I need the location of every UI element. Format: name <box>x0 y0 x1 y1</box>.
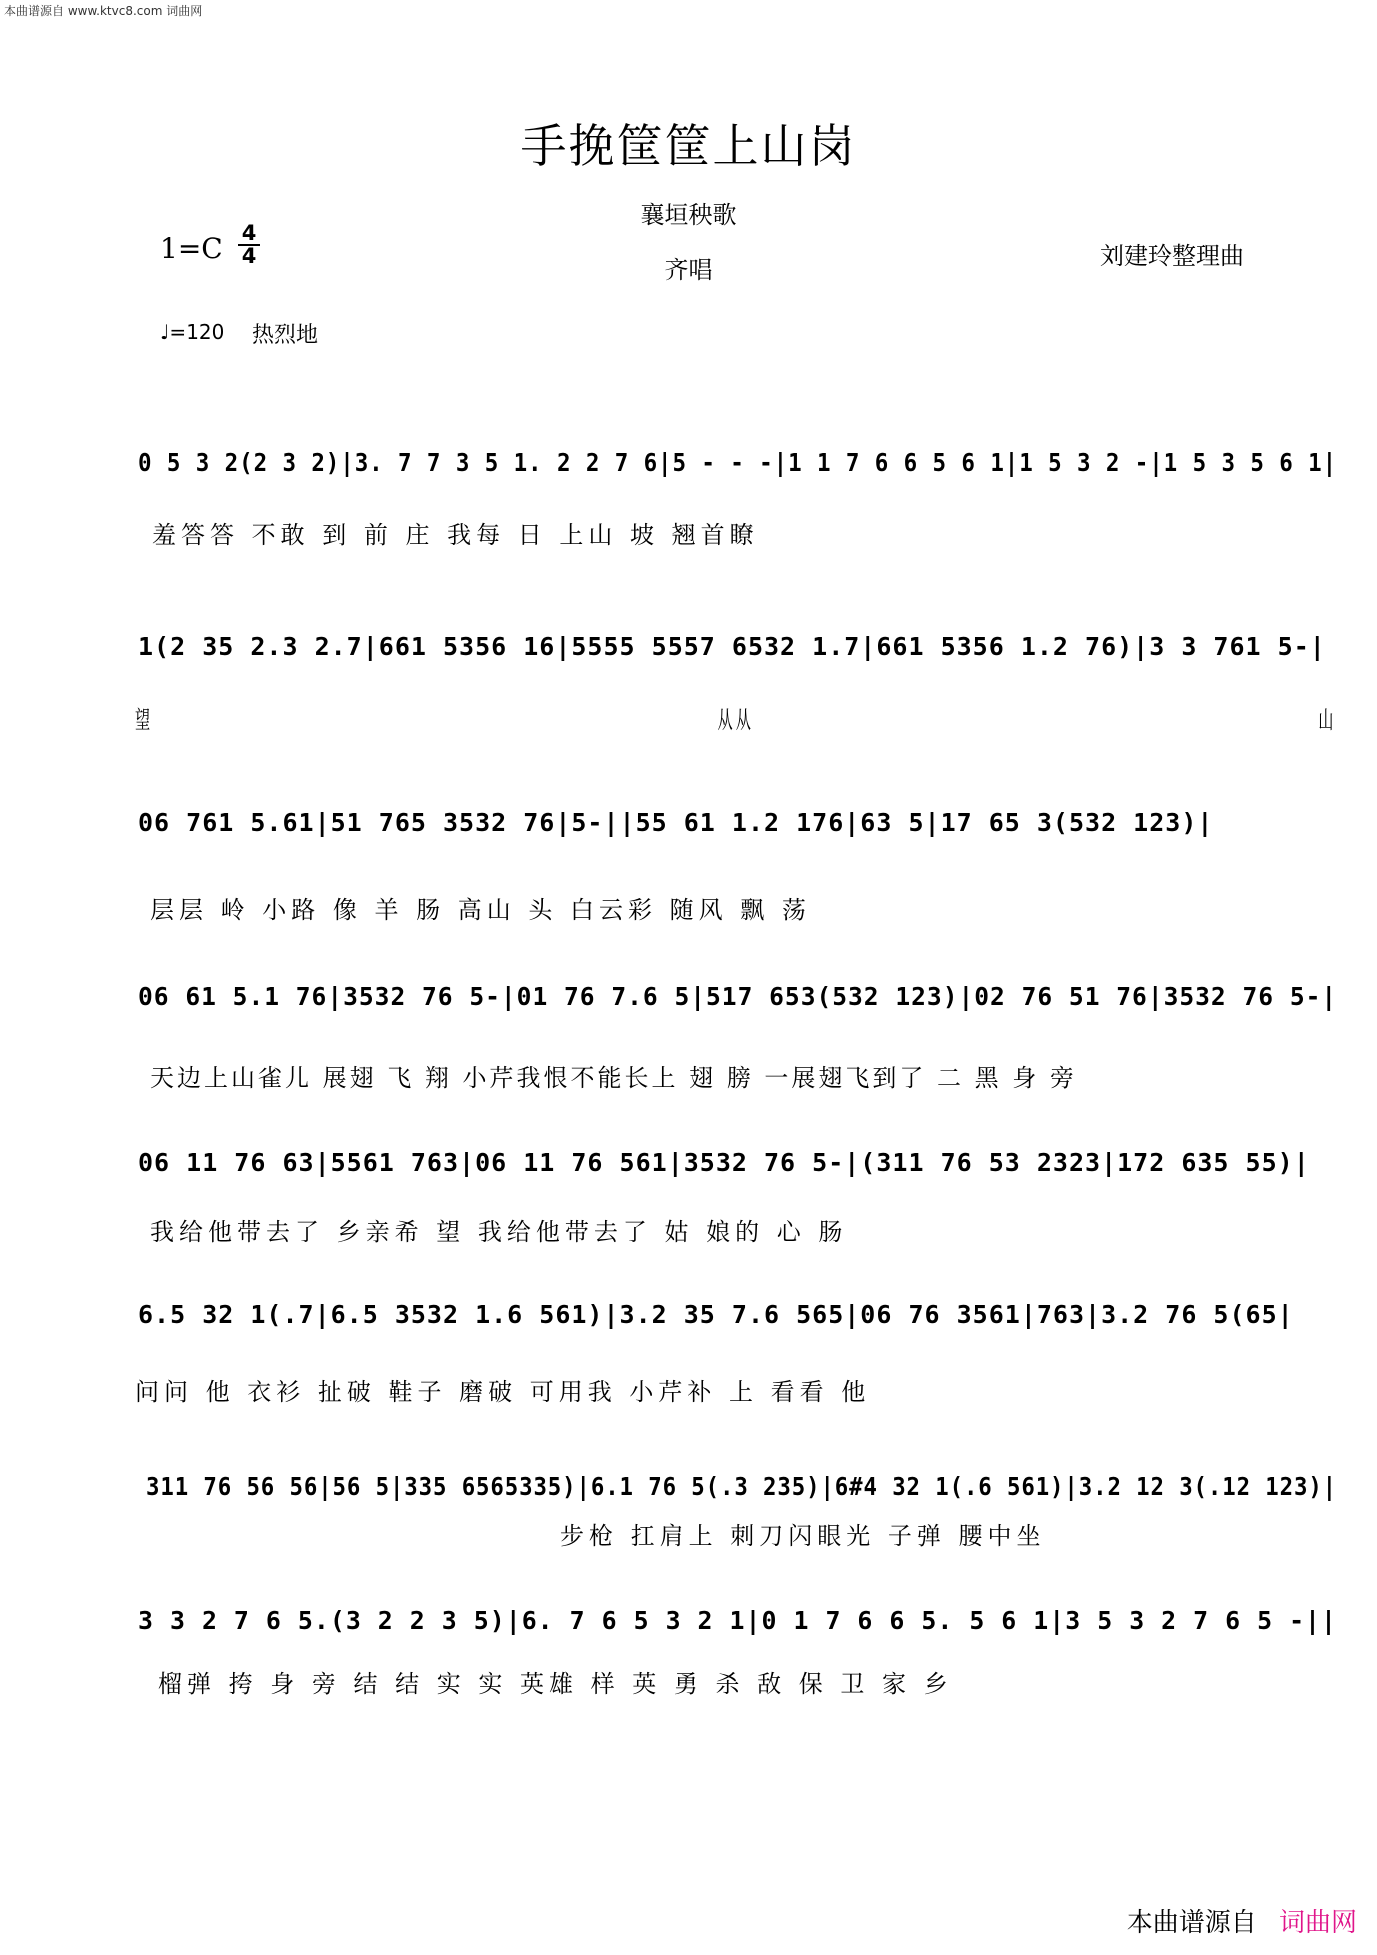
lyrics-line-1: 羞答答 不敢 到 前 庄 我每 日 上山 坡 翘首瞭 <box>152 521 759 549</box>
notes-line-3: 06 761 5.61|51 765 3532 76|5-||55 61 1.2 176|63 5|17 65 3(532 123)| <box>138 808 1214 837</box>
watermark-source: 本曲谱源自 <box>1126 1908 1257 1938</box>
time-signature-top: 4 <box>241 221 257 245</box>
tempo-marking: ♩=120 <box>160 320 225 344</box>
notes-line-5: 06 11 76 63|5561 763|06 11 76 561|3532 76 5-|(311 76 53 2323|172 635 55)| <box>138 1148 1310 1177</box>
lyrics-line-5: 我给他带去了 乡亲希 望 我给他带去了 姑 娘的 心 肠 <box>150 1218 848 1246</box>
song-subtitle: 襄垣秧歌 <box>640 201 737 229</box>
notes-line-1: 0 5 3 2(2 3 2)|3. 7 7 3 5 1. 2 2 7 6|5 - - -|1 1 7 6 6 5 6 1|1 5 3 2 -|1 5 3 5 6 1| <box>138 448 1338 477</box>
time-signature <box>238 221 260 268</box>
time-signature-bottom: 4 <box>241 244 257 268</box>
lyrics-line-8: 榴弹 挎 身 旁 结 结 实 实 英雄 样 英 勇 杀 敌 保 卫 家 乡 <box>158 1670 953 1698</box>
key-signature: 1=C <box>160 232 223 265</box>
lyrics-line-2: 望 从从 山 <box>135 706 1337 734</box>
performance-style: 齐唱 <box>664 256 713 284</box>
notes-line-7: 311 76 56 56|56 5|335 6565335)|6.1 76 5(.3 235)|6#4 32 1(.6 561)|3.2 12 3(.12 123)| <box>146 1472 1338 1501</box>
lyrics-line-4: 天边上山雀儿 展翅 飞 翔 小芹我恨不能长上 翅 膀 一展翅飞到了 二 黑 身 旁 <box>150 1064 1077 1092</box>
lyrics-line-3: 层层 岭 小路 像 羊 肠 高山 头 白云彩 随风 飘 荡 <box>150 896 811 924</box>
watermark-top: 本曲谱源自 www.ktvc8.com 词曲网 <box>4 4 203 18</box>
notes-line-4: 06 61 5.1 76|3532 76 5-|01 76 7.6 5|517 653(532 123)|02 76 51 76|3532 76 5-| <box>138 982 1338 1011</box>
expression-marking: 热烈地 <box>252 323 319 348</box>
watermark-brand[interactable]: 词曲网 <box>1278 1908 1357 1938</box>
arranger-credit: 刘建玲整理曲 <box>1100 242 1244 270</box>
watermark-bottom <box>1127 1902 1357 1939</box>
lyrics-line-7: 步枪 扛肩上 刺刀闪眼光 子弹 腰中坐 <box>560 1522 1046 1550</box>
notes-line-6: 6.5 32 1(.7|6.5 3532 1.6 561)|3.2 35 7.6 565|06 76 3561|763|3.2 76 5(65| <box>138 1300 1294 1329</box>
song-title: 手挽筐筐上山岗 <box>520 119 857 173</box>
notes-line-8: 3 3 2 7 6 5.(3 2 2 3 5)|6. 7 6 5 3 2 1|0 1 7 6 6 5. 5 6 1|3 5 3 2 7 6 5 -|| <box>138 1606 1338 1635</box>
lyrics-line-6: 问问 他 衣衫 扯破 鞋子 磨破 可用我 小芹补 上 看看 他 <box>135 1378 871 1406</box>
notes-line-2: 1(2 35 2.3 2.7|661 5356 16|5555 5557 6532 1.7|661 5356 1.2 76)|3 3 761 5-| <box>138 632 1326 661</box>
